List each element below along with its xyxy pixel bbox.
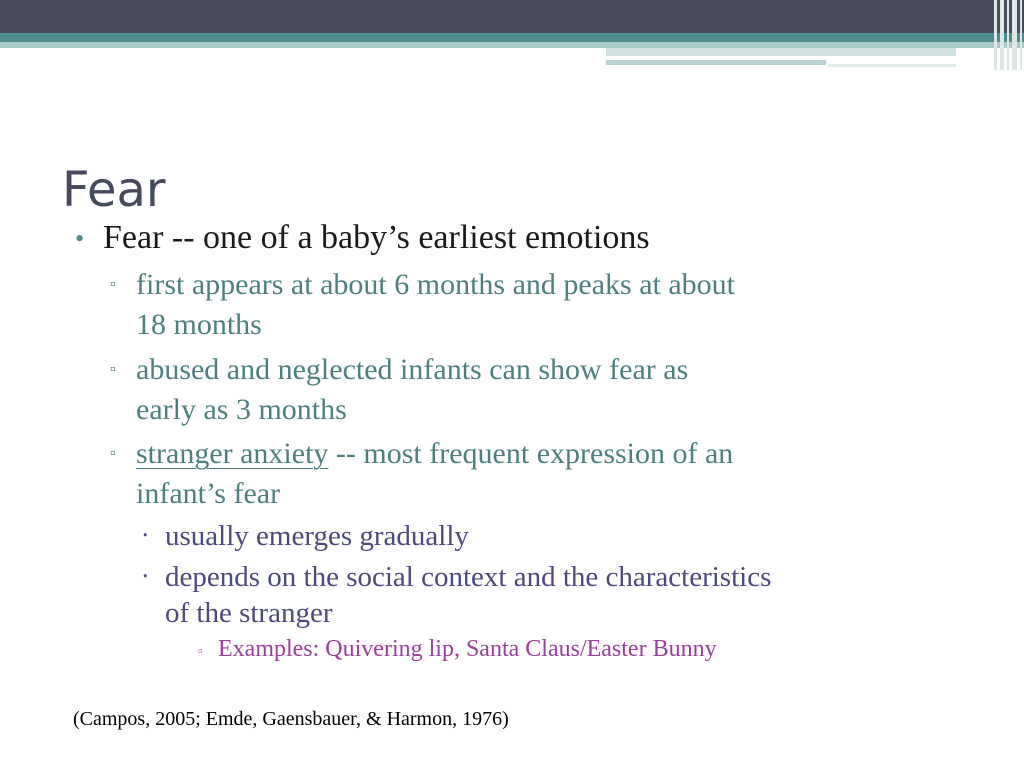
- bullet-social-context-line1: depends on the social context and the characteristics: [165, 561, 772, 593]
- bullet-marker-l2: ▫: [110, 445, 116, 462]
- bullet-marker-l3: ⸱: [142, 564, 149, 590]
- header-accent-bar-2: [606, 60, 826, 65]
- header-accent-bar: [606, 48, 956, 56]
- slide-title: Fear: [62, 162, 166, 218]
- bullet-abused-line1: abused and neglected infants can show fear as: [136, 353, 689, 386]
- header-accent-bar-3: [828, 64, 956, 67]
- bullet-abused-line2: early as 3 months: [136, 393, 347, 426]
- bullet-emerges-gradually: usually emerges gradually: [165, 520, 469, 552]
- bullet-stranger-anxiety-line1: [136, 434, 733, 474]
- bullet-marker-l4: ▫: [198, 643, 203, 658]
- bullet-examples: Examples: Quivering lip, Santa Claus/Easter Bunny: [218, 636, 717, 662]
- bullet-stranger-anxiety-line2: infant’s fear: [136, 477, 281, 510]
- bullet-marker-l1: •: [75, 224, 85, 253]
- bullet-marker-l2: ▫: [110, 276, 116, 293]
- bullet-fear-earliest-emotion: Fear -- one of a baby’s earliest emotions: [103, 219, 650, 256]
- header-teal-stripe: [0, 33, 1024, 42]
- stranger-anxiety-rest: -- most frequent expression of an: [328, 437, 734, 470]
- bullet-social-context-line2: of the stranger: [165, 597, 333, 629]
- citation: (Campos, 2005; Emde, Gaensbauer, & Harmon, 1976): [73, 708, 509, 730]
- bullet-marker-l3: ⸱: [142, 523, 149, 549]
- bullet-marker-l2: ▫: [110, 361, 116, 378]
- bullet-first-appears-line2: 18 months: [136, 308, 262, 341]
- term-stranger-anxiety[interactable]: stranger anxiety: [136, 437, 329, 470]
- bullet-first-appears-line1: first appears at about 6 months and peaks at about: [136, 268, 736, 301]
- header-bar: [0, 0, 1024, 33]
- header-vertical-lines: [994, 0, 1024, 70]
